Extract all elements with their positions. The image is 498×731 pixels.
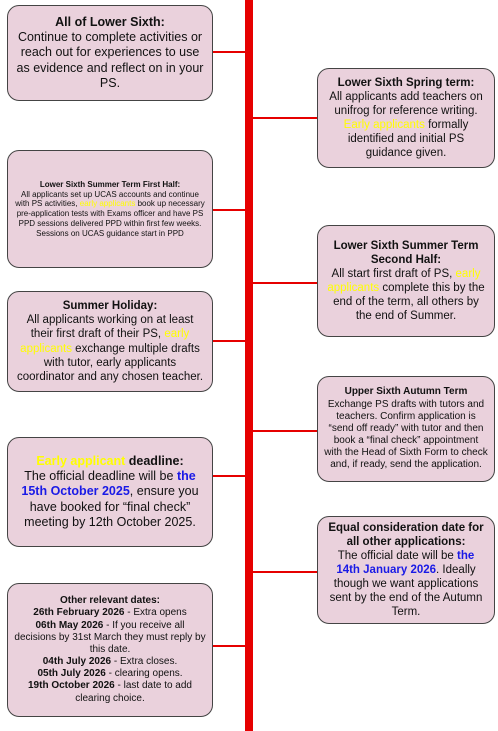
box-body: exchange multiple drafts with tutor, early applicants coordinator and any chosen teacher. [16,342,204,383]
connector [213,209,247,211]
box-body: All applicants add teachers on unifrog for reference writing. [329,90,483,117]
early-applicants-highlight: early applicants [327,267,481,294]
box-summer-second-half [317,225,495,337]
box-autumn-term [317,376,495,482]
box-equal-consideration [317,516,495,624]
timeline-line [245,0,253,731]
box-body: All applicants working on at least their first draft of their PS, [26,314,194,341]
box-title: Upper Sixth Autumn Term [344,386,468,398]
connector [251,571,317,573]
box-body: formally identified and initial PS guidance given. [347,119,469,160]
connector [213,475,247,477]
box-other-dates [7,583,213,717]
box-lower-sixth [7,5,213,101]
box-title: Other relevant dates: [59,595,161,607]
connector [251,117,317,119]
box-title: All of Lower Sixth: [55,14,165,29]
box-title: Lower Sixth Summer Term First Half: [39,179,181,189]
connector [213,340,247,342]
box-summer-first-half [7,150,213,268]
date-item: 05th July 2026 - clearing opens. [37,668,183,680]
box-body: The official date will be [337,549,454,562]
box-title: Lower Sixth Summer Term Second Half: [333,239,479,266]
early-applicants-highlight: early applicants [79,199,136,209]
deadline-date: the 15th October 2025 [21,469,196,499]
box-body: All applicants set up UCAS accounts and continue with PS activities, [15,189,199,209]
box-body: , ensure you have booked for “final check” meeting by 12th October 2025. [24,484,199,529]
box-title: Summer Holiday: [62,300,158,313]
early-applicants-highlight: Early applicants [343,119,425,131]
early-applicant-highlight: Early applicant [36,453,126,468]
connector [213,645,247,647]
date-item: 06th May 2026 - If you receive all decisions by 31st March they must reply by this date. [14,619,206,655]
connector [251,430,317,432]
box-title: Lower Sixth Spring term: [337,76,475,89]
date-item: 04th July 2026 - Extra closes. [42,656,178,668]
early-applicants-highlight: early applicants [20,328,190,355]
box-body: Continue to complete activities or reach out for experiences to use as evidence and reflect on in your PS. [16,30,204,90]
box-body: . Ideally though we want applications sent by the end of the Autumn Term. [329,564,483,619]
box-title: deadline: [128,453,184,468]
consideration-date: the 14th January 2026 [336,549,475,576]
box-body: All start first draft of PS, [331,267,453,280]
box-body: complete this by the end of the term, all others by the end of Summer. [333,282,485,323]
date-item: 26th February 2026 - Extra opens [33,607,187,619]
box-body: Exchange PS drafts with tutors and teachers. Confirm application is “send off ready” with tutor and then book a “final check” appointment with the Head of Sixth Form to check and, if ready, send the application. [324,398,488,471]
box-body: book up necessary pre-application tests with Exams officer and have PS PPD sessions delivered PPD within first few weeks. [16,199,205,228]
box-body: Sessions on UCAS guidance start in PPD [36,228,184,238]
box-early-deadline [7,437,213,547]
box-title: Equal consideration date for all other applications: [328,521,484,548]
date-item: 19th October 2026 - last date to add clearing choice. [28,680,192,704]
box-body: The official deadline will be [24,469,174,484]
box-summer-holiday [7,291,213,392]
box-spring-term [317,68,495,168]
connector [213,51,247,53]
connector [251,282,317,284]
